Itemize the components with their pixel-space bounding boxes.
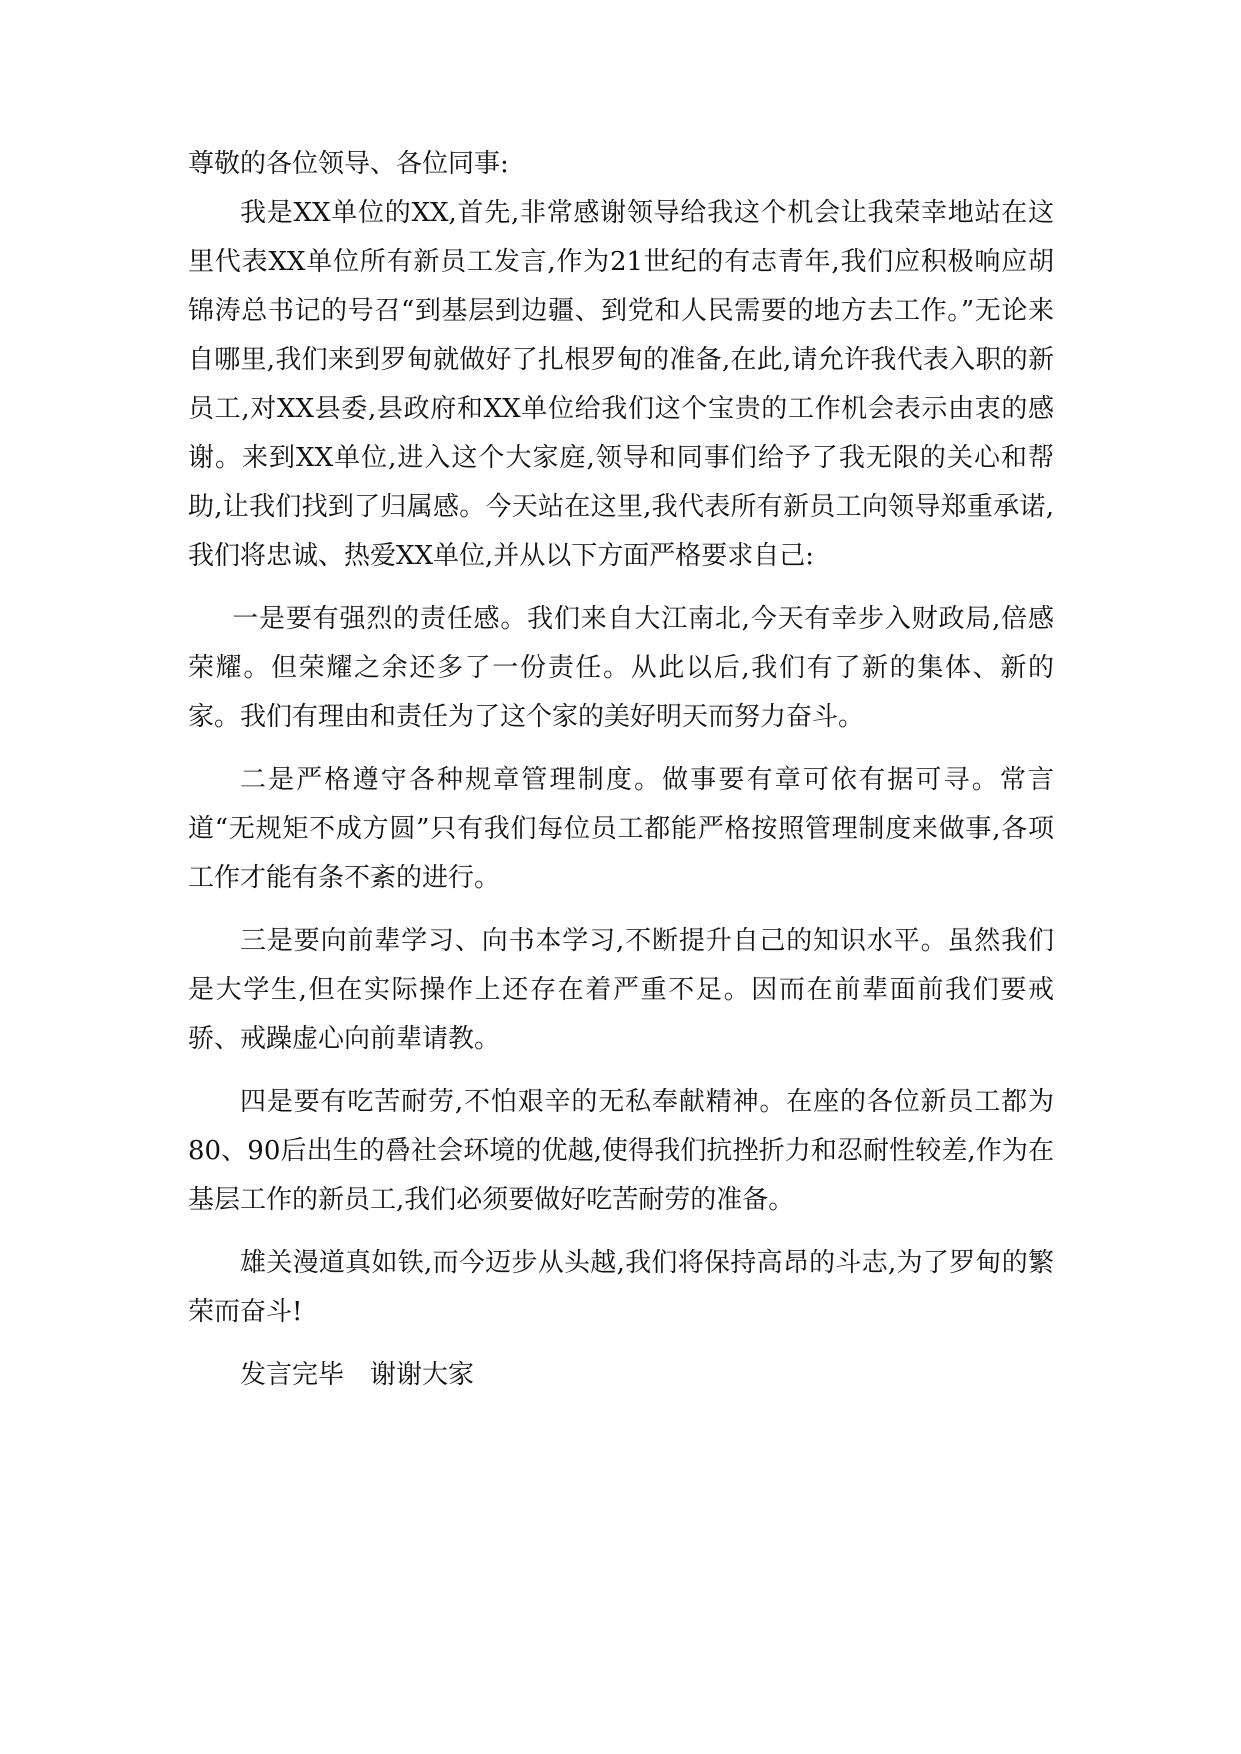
salutation: 尊敬的各位领导、各位同事: [188,149,509,179]
paragraph-point-two: 二是严格遵守各种规章管理制度。做事要有章可依有据可寻。常言道“无规矩不成方圆”只有我们每位员工都能严格按照管理制度来做事,各项工作才能有条不紊的进行。 [188,765,1054,893]
paragraph-point-four: 四是要有吃苦耐劳,不怕艰辛的无私奉献精神。在座的各位新员工都为80、90后出生的噕社会环境的优越,使得我们抗挫折力和忍耐性较差,作为在基层工作的新员工,我们必须要做好吃苦耐劳的准备。 [188,1087,1054,1215]
paragraph-conclusion: 雄关漫道真如铁,而今迈步从头越,我们将保持高昂的斗志,为了罗甸的繁荣而奋斗! [188,1248,1054,1327]
paragraph-point-three: 三是要向前辈学习、向书本学习,不断提升自己的知识水平。虽然我们是大学生,但在实际操作上还存在着严重不足。因而在前辈面前我们要戒骄、戒躁虚心向前辈请教。 [188,926,1054,1054]
paragraph-intro: 我是XX单位的XX,首先,非常感谢领导给我这个机会让我荣幸地站在这里代表XX单位所有新员工发言,作为21世纪的有志青年,我们应积极响应胡锦涛总书记的号召“到基层到边疆、到党和人民需要的地方去工作。”无论来自哪里,我们来到罗甸就做好了扎根罗甸的准备,在此,请允许我代表入职的新员工,对XX县委,县政府和XX单位给我们这个宝贵的工作机会表示由衷的感谢。来到XX单位,进入这个大家庭,领导和同事们给予了我无限的关心和帮助,让我们找到了归属感。今天站在这里,我代表所有新员工向领导郑重承诺,我们将忠诚、热爱XX单位,并从以下方面严格要求自己: [188,198,1054,571]
speech-text [188,140,1054,1400]
paragraph-point-one: 一是要有强烈的责任感。我们来自大江南北,今天有幸步入财政局,倍感荣耀。但荣耀之余还多了一份责任。从此以后,我们有了新的集体、新的家。我们有理由和责任为了这个家的美好明天而努力奋斗。 [188,604,1054,732]
closing-line: 发言完毕 谢谢大家 [240,1360,475,1390]
